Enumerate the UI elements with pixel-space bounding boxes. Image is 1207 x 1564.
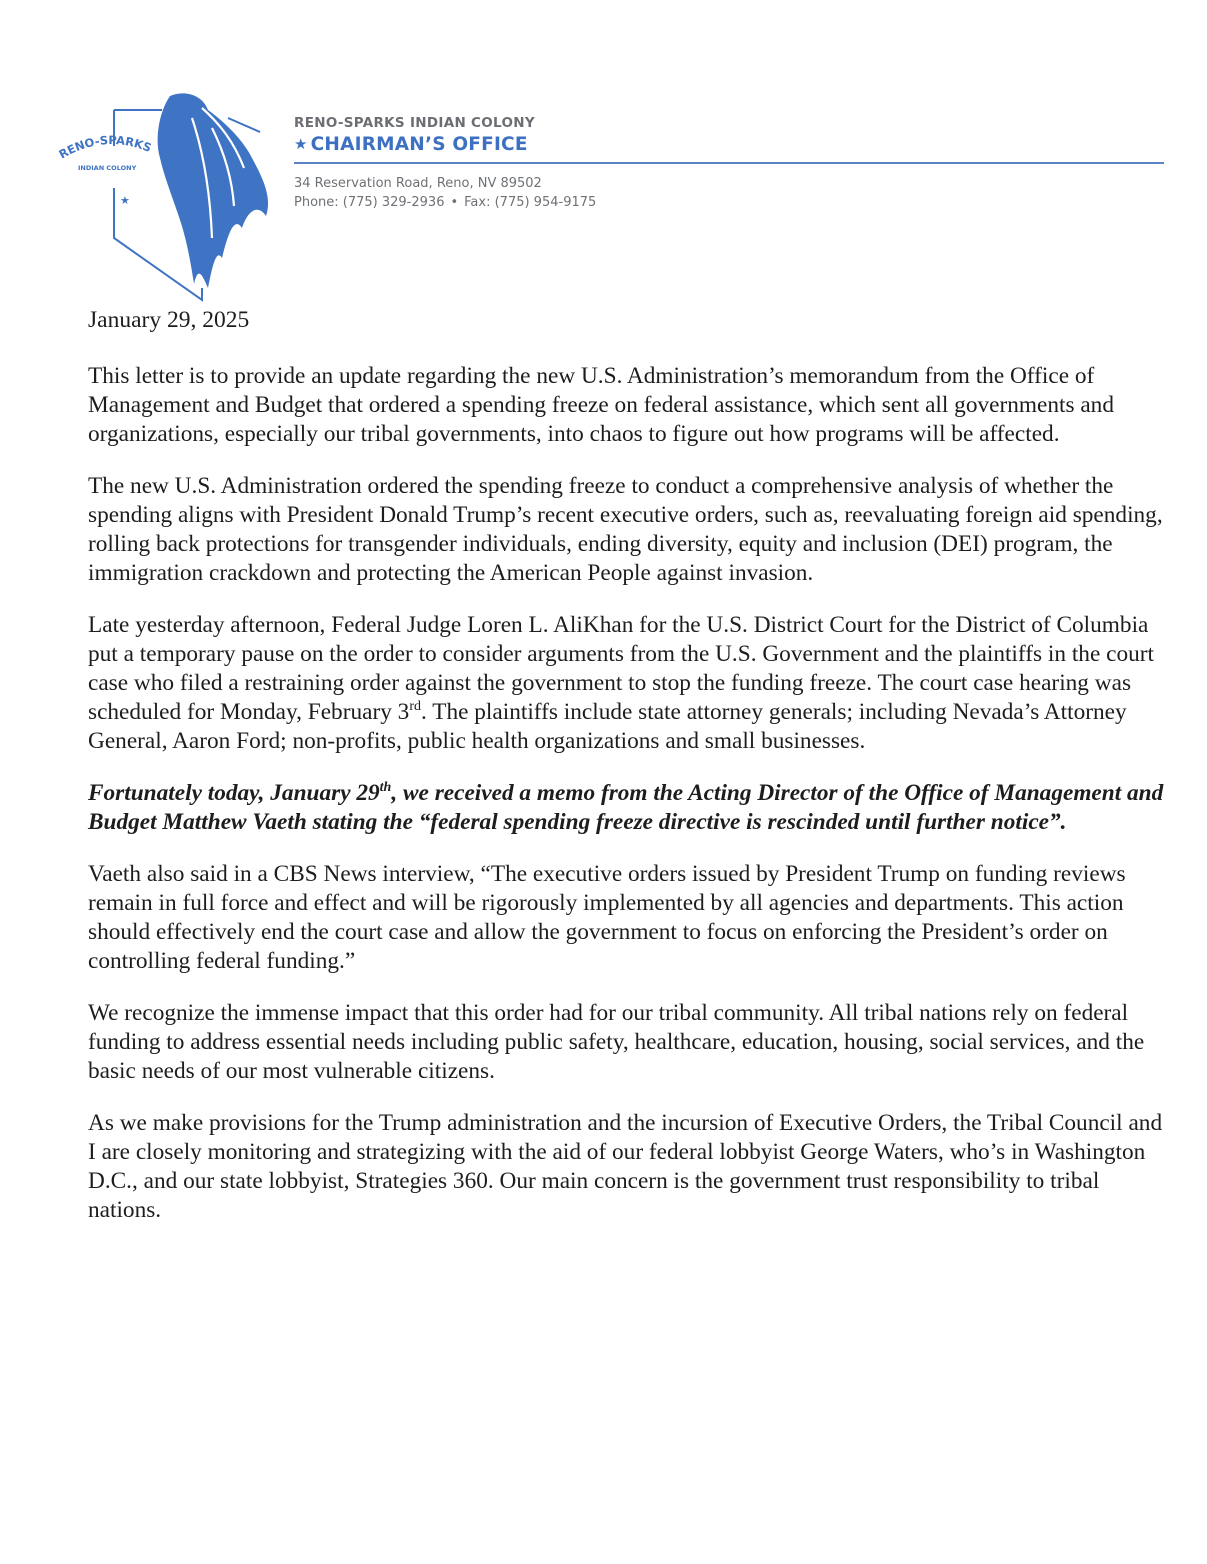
paragraph-provisions: As we make provisions for the Trump administration and the incursion of Executive Orders, the Tribal Council and I are closely monitoring and strategizing with the aid of our federal lobbyist George Waters, who’s in Washington D.C., and our state lobbyist, Strategies 360. Our main concern is the government trust responsibility to tribal nations. <box>88 1110 1163 1223</box>
reno-sparks-logo-icon <box>52 88 292 303</box>
paragraph-court-pause <box>88 611 1168 756</box>
header-divider <box>294 162 1164 164</box>
fax-number: Fax: (775) 954-9175 <box>464 195 597 210</box>
paragraph-impact: We recognize the immense impact that this order had for our tribal community. All tribal nations rely on federal funding to address essential needs including public safety, healthcare, education, housing, social services, and the basic needs of our most vulnerable citizens. <box>88 1000 1145 1084</box>
paragraph-text: . The plaintiffs include state attorney generals; including Nevada’s Attorney General, Aaron Ford; non-profits, public health organizations and small businesses. <box>88 699 1127 754</box>
phone-number: Phone: (775) 329-2936 <box>294 195 445 210</box>
paragraph-text: Late yesterday afternoon, Federal Judge Loren L. AliKhan for the U.S. District Court for the District of Columbia put a temporary pause on the order to consider arguments from the U.S. Government and the plaintiffs in the court case who filed a restraining order against the government to stop the funding freeze. The court case hearing was scheduled for Monday, February 3 <box>88 612 1154 725</box>
svg-text:RENO-SPARKS: RENO-SPARKS <box>56 132 154 162</box>
paragraph-cbs-quote: Vaeth also said in a CBS News interview, “The executive orders issued by President Trump on funding reviews remain in full force and effect and will be rigorously implemented by all agencies and departments. This action should effectively end the court case and allow the government to focus on enforcing the President’s order on controlling federal funding.” <box>88 861 1126 974</box>
organization-name: RENO-SPARKS INDIAN COLONY <box>294 115 535 131</box>
paragraph-rescinded-notice <box>88 779 1168 837</box>
bullet-separator-icon: • <box>450 195 459 210</box>
office-title-text: CHAIRMAN’S OFFICE <box>310 134 528 155</box>
svg-text:INDIAN COLONY: INDIAN COLONY <box>78 164 137 172</box>
star-icon: ★ <box>294 135 308 153</box>
letter-body <box>88 362 1168 1248</box>
paragraph-text: , we received a memo from the Acting Director of the Office of Management and Budget Matthew Vaeth stating the “federal spending freeze directive is rescinded until further notice”. <box>88 780 1164 835</box>
office-title <box>294 134 528 155</box>
svg-text:★: ★ <box>120 194 130 207</box>
paragraph-freeze-reasons: The new U.S. Administration ordered the spending freeze to conduct a comprehensive analysis of whether the spending aligns with President Donald Trump’s recent executive orders, such as, reevaluating foreign aid spending, rolling back protections for transgender individuals, ending diversity, equity and inclusion (DEI) program, the immigration crackdown and protecting the American People against invasion. <box>88 473 1163 586</box>
contact-block <box>294 174 596 212</box>
phone-fax-line <box>294 193 596 212</box>
ordinal-suffix: th <box>379 780 392 796</box>
paragraph-text: Fortunately today, January 29 <box>88 780 380 806</box>
ordinal-suffix: rd <box>409 699 421 715</box>
letter-date: January 29, 2025 <box>88 307 250 333</box>
paragraph-intro: This letter is to provide an update regarding the new U.S. Administration’s memorandum from the Office of Management and Budget that ordered a spending freeze on federal assistance, which sent all governments and organizations, especially our tribal governments, into chaos to figure out how programs will be affected. <box>88 363 1114 447</box>
street-address: 34 Reservation Road, Reno, NV 89502 <box>294 176 542 191</box>
